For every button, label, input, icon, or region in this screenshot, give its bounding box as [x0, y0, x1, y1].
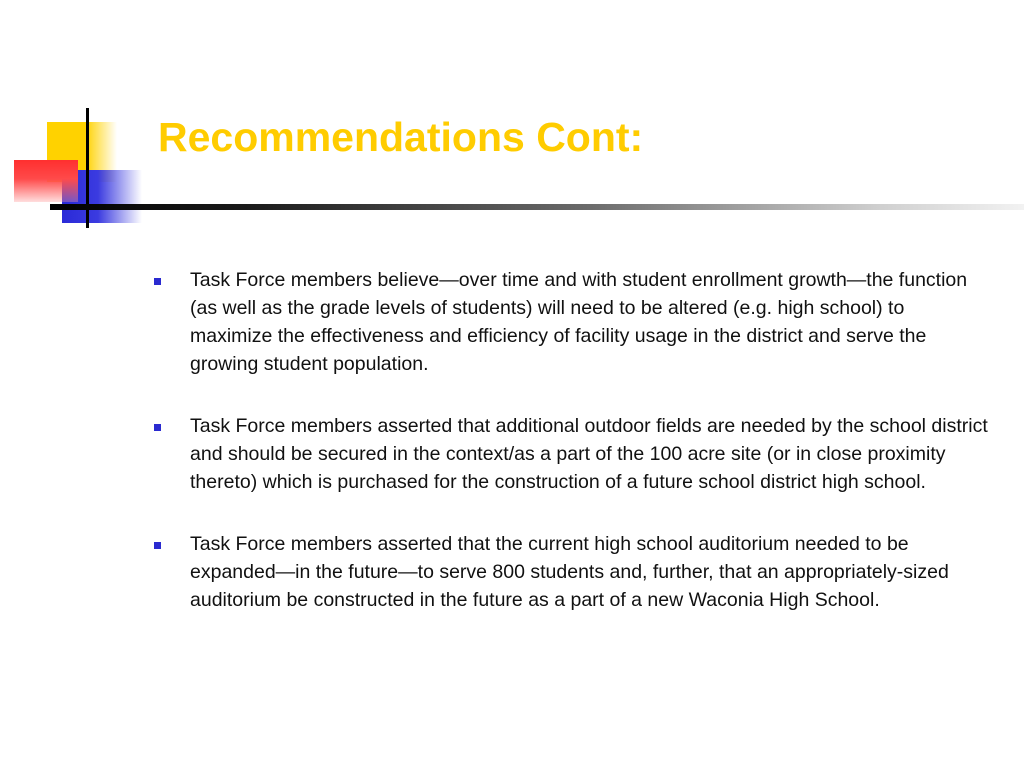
bullet-item: [152, 412, 992, 496]
slide-title: Recommendations Cont:: [158, 114, 644, 160]
bullet-square-icon: [154, 424, 161, 431]
bullet-item: [152, 266, 992, 378]
bullet-list: [152, 266, 992, 648]
bullet-item: [152, 530, 992, 614]
bullet-square-icon: [154, 278, 161, 285]
bullet-text: Task Force members asserted that additional outdoor fields are needed by the school district and should be secured in the context/as a part of the 100 acre site (or in close proximity thereto) which is purchased for the construction of a future school district high school.: [190, 415, 988, 493]
title-divider: [50, 204, 1024, 210]
logo-red-square: [14, 160, 78, 202]
bullet-square-icon: [154, 542, 161, 549]
bullet-text: Task Force members believe—over time and with student enrollment growth—the function (as well as the grade levels of students) will need to be altered (e.g. high school) to maximize the effectiveness and efficiency of facility usage in the district and serve the growing student population.: [190, 269, 968, 375]
bullet-text: Task Force members asserted that the current high school auditorium needed to be expanded—in the future—to serve 800 students and, further, that an appropriately-sized auditorium be constructed in the future as a part of a new Waconia High School.: [190, 533, 949, 611]
logo-vertical-line: [86, 108, 89, 228]
